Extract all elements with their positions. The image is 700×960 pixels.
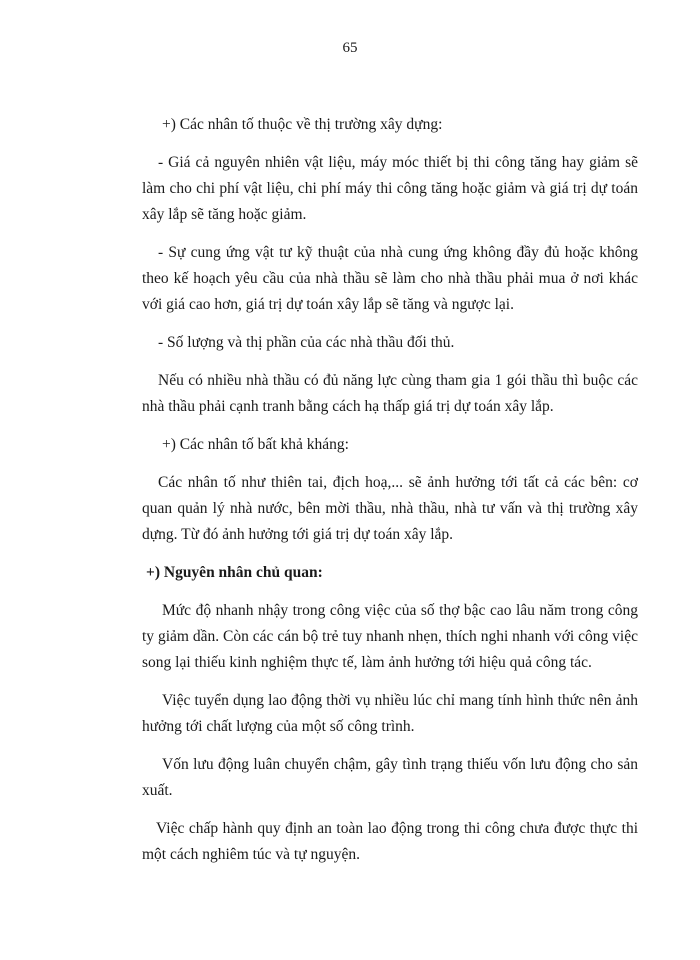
page-number: 65	[342, 40, 358, 56]
section-heading-market-factors: +) Các nhân tố thuộc về thị trường xây dựng:	[162, 116, 443, 133]
paragraph-seasonal-labor: Việc tuyển dụng lao động thời vụ nhiều lúc chỉ mang tính hình thức nên ảnh hưởng tới chất lượng của một số công trình.	[142, 692, 638, 735]
paragraph-competition: Nếu có nhiều nhà thầu có đủ năng lực cùng tham gia 1 gói thầu thì buộc các nhà thầu phải cạnh tranh bằng cách hạ thấp giá trị dự toán xây lắp.	[142, 372, 638, 415]
paragraph-supply: - Sự cung ứng vật tư kỹ thuật của nhà cung ứng không đầy đủ hoặc không theo kế hoạch yêu cầu của nhà thầu sẽ làm cho nhà thầu phải mua ở nơi khác với giá cao hơn, giá trị dự toán xây lắp sẽ tăng và ngược lại.	[142, 244, 638, 313]
paragraph-skilled-workers: Mức độ nhanh nhậy trong công việc của số thợ bậc cao lâu năm trong công ty giảm dần. Còn các cán bộ trẻ tuy nhanh nhẹn, thích nghi nhanh với công việc song lại thiếu kinh nghiệm thực tế, làm ảnh hưởng tới hiệu quả công tác.	[142, 602, 638, 671]
document-body	[142, 112, 638, 880]
paragraph-labor-safety: Việc chấp hành quy định an toàn lao động trong thi công chưa được thực thi một cách nghiêm túc và tự nguyện.	[142, 820, 638, 863]
section-heading-force-majeure: +) Các nhân tố bất khả kháng:	[162, 436, 349, 453]
paragraph-material-prices: - Giá cả nguyên nhiên vật liệu, máy móc thiết bị thi công tăng hay giảm sẽ làm cho chi phí vật liệu, chi phí máy thi công tăng hoặc giảm và giá trị dự toán xây lắp sẽ tăng hoặc giảm.	[142, 154, 638, 223]
paragraph-competitors: - Số lượng và thị phần của các nhà thầu đối thủ.	[158, 334, 455, 351]
paragraph-working-capital: Vốn lưu động luân chuyển chậm, gây tình trạng thiếu vốn lưu động cho sản xuất.	[142, 756, 638, 799]
section-heading-subjective-causes: +) Nguyên nhân chủ quan:	[146, 564, 323, 581]
paragraph-natural-disasters: Các nhân tố như thiên tai, địch hoạ,... sẽ ảnh hưởng tới tất cả các bên: cơ quan quản lý nhà nước, bên mời thầu, nhà thầu, nhà tư vấn và thị trường xây dựng. Từ đó ảnh hưởng tới giá trị dự toán xây lắp.	[142, 474, 638, 543]
